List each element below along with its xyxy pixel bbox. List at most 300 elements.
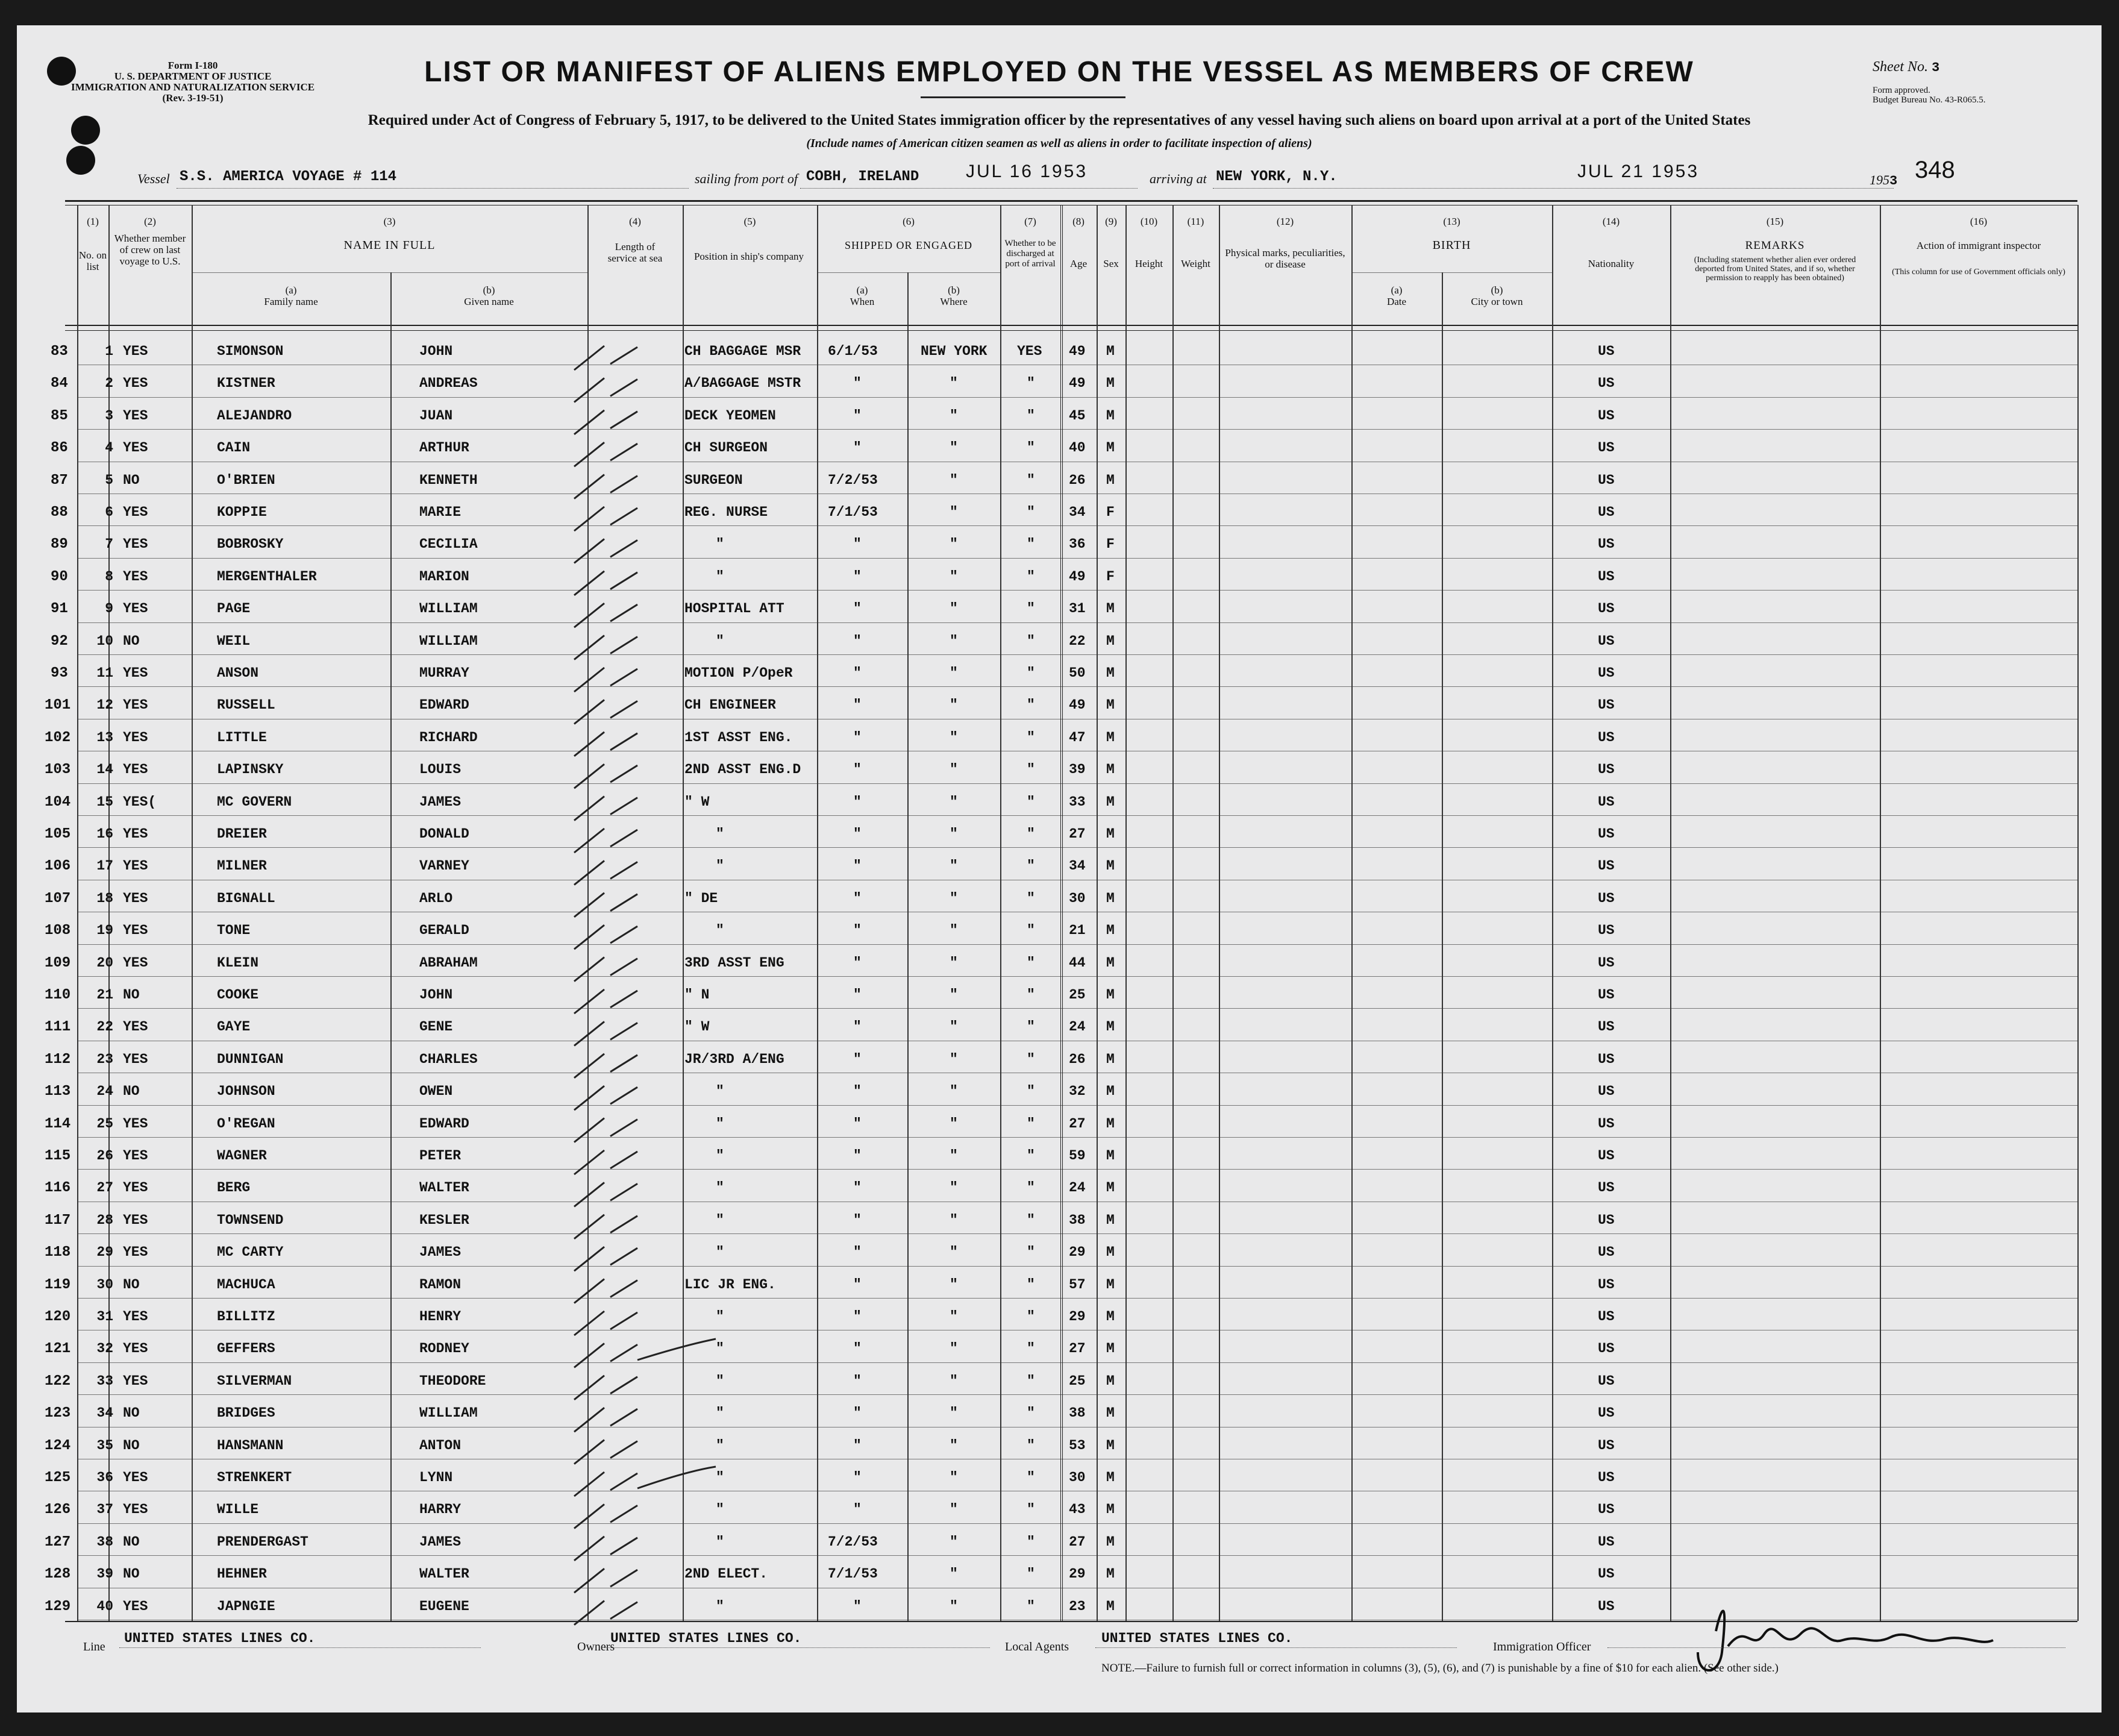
cell-given: JUAN — [419, 407, 453, 424]
slash-mark — [574, 1247, 637, 1271]
cell-family: MACHUCA — [217, 1276, 275, 1293]
cell-nat: US — [1598, 987, 1615, 1003]
cell-family: DUNNIGAN — [217, 1051, 284, 1067]
cell-no: 5 — [105, 472, 113, 488]
sub-b-label: (b) — [1491, 284, 1503, 296]
cell-given: ABRAHAM — [419, 954, 478, 971]
cell-position: " — [716, 1180, 724, 1196]
cell-age: 33 — [1069, 794, 1086, 810]
cell-no: 40 — [96, 1598, 113, 1614]
slash-mark — [574, 442, 637, 466]
cell-disch: " — [1027, 536, 1035, 553]
slash-mark — [574, 1408, 637, 1432]
cell-no: 23 — [96, 1051, 113, 1067]
slash-mark — [574, 1568, 637, 1593]
cell-prev: NO — [123, 633, 140, 649]
cell-where: " — [950, 1437, 958, 1453]
cell-position: " — [716, 1148, 724, 1164]
line-underline — [119, 1647, 481, 1648]
header-remarks-note: (Including statement whether alien ever ordered deported from United States, and if so, whether permission to reapply has been obtained) — [1694, 255, 1856, 283]
cell-sex: M — [1106, 1598, 1115, 1614]
cell-position: 1ST ASST ENG. — [684, 729, 793, 745]
cell-age: 27 — [1069, 1534, 1086, 1550]
cell-prev: YES — [123, 1019, 148, 1035]
cell-nat: US — [1598, 1534, 1615, 1550]
page-line-number: 111 — [45, 1019, 71, 1036]
cell-given: KENNETH — [419, 472, 478, 488]
cell-nat: US — [1598, 665, 1615, 681]
cell-disch: " — [1027, 890, 1035, 906]
cell-position: " — [716, 1502, 724, 1518]
slash-mark — [574, 1376, 637, 1400]
agents-label: Local Agents — [1005, 1640, 1069, 1653]
slash-mark — [574, 764, 637, 788]
header-remarks: REMARKS — [1745, 239, 1805, 252]
cell-nat: US — [1598, 1244, 1615, 1261]
page-line-number: 101 — [45, 697, 71, 714]
cell-when: " — [853, 1148, 862, 1164]
cell-family: ANSON — [217, 665, 259, 681]
slash-mark — [574, 860, 637, 885]
cell-position: " — [716, 633, 724, 649]
cell-where: " — [950, 890, 958, 906]
cell-given: MARIE — [419, 504, 462, 520]
slash-mark — [574, 1021, 637, 1045]
cell-sex: M — [1106, 1502, 1115, 1518]
cell-age: 38 — [1069, 1405, 1086, 1421]
cell-age: 30 — [1069, 890, 1086, 906]
cell-nat: US — [1598, 1309, 1615, 1324]
cell-position: " — [716, 1244, 724, 1261]
cell-nat: US — [1598, 1212, 1615, 1228]
page-line-number: 83 — [51, 343, 68, 360]
vessel-label: Vessel — [137, 171, 170, 186]
cell-when: 6/1/53 — [828, 343, 878, 359]
slash-mark — [574, 475, 637, 499]
slash-mark — [574, 893, 637, 917]
page-line-number: 109 — [45, 954, 71, 971]
cell-prev: YES — [123, 665, 148, 681]
cell-when: " — [853, 826, 862, 842]
cell-no: 28 — [96, 1212, 113, 1228]
cell-no: 22 — [96, 1019, 113, 1035]
colnum-1: (1) — [87, 216, 99, 227]
cell-nat: US — [1598, 633, 1615, 649]
slash-mark — [574, 1311, 637, 1335]
cell-prev: YES — [123, 890, 148, 906]
cell-nat: US — [1598, 858, 1615, 874]
cell-where: " — [950, 1276, 958, 1293]
cell-age: 29 — [1069, 1244, 1086, 1261]
cell-where: " — [950, 472, 958, 488]
cell-when: " — [853, 601, 862, 617]
cell-given: JAMES — [419, 1244, 462, 1261]
cell-family: RUSSELL — [217, 697, 275, 713]
cell-disch: " — [1027, 1534, 1035, 1550]
cell-family: SILVERMAN — [217, 1373, 292, 1389]
cell-disch: " — [1027, 1083, 1035, 1100]
page-line-number: 88 — [51, 504, 68, 521]
cell-position: " — [716, 1373, 724, 1389]
cell-disch: " — [1027, 1405, 1035, 1421]
header-height: Height — [1135, 258, 1163, 269]
page-line-number: 105 — [45, 826, 71, 842]
cell-disch: " — [1027, 923, 1035, 939]
cell-family: BIGNALL — [217, 890, 275, 906]
slash-mark — [574, 989, 637, 1014]
cell-disch: " — [1027, 1019, 1035, 1035]
cell-where: " — [950, 1341, 958, 1357]
form-rev: (Rev. 3-19-51) — [162, 92, 224, 104]
cell-nat: US — [1598, 407, 1615, 424]
cell-position: " DE — [684, 890, 718, 906]
cell-family: JOHNSON — [217, 1083, 275, 1100]
cell-sex: M — [1106, 1276, 1115, 1293]
document-subtitle: Required under Act of Congress of February 5, 1917, to be delivered to the United States immigration officer by the representatives of any vessel having such aliens on board upon arrival at a port of the United States — [368, 112, 1751, 128]
cell-prev: YES — [123, 858, 148, 874]
cell-family: MILNER — [217, 858, 267, 874]
cell-no: 32 — [96, 1341, 113, 1357]
cell-family: WAGNER — [217, 1148, 267, 1164]
owners-value: UNITED STATES LINES CO. — [610, 1631, 802, 1646]
sub-a-label: (a) — [285, 284, 297, 296]
cell-no: 39 — [96, 1566, 113, 1582]
cell-position: " — [716, 1534, 724, 1550]
cell-no: 19 — [96, 923, 113, 939]
colnum-2: (2) — [144, 216, 156, 227]
cell-nat: US — [1598, 536, 1615, 553]
page-line-number: 114 — [45, 1115, 71, 1132]
cell-no: 27 — [96, 1180, 113, 1196]
cell-prev: YES — [123, 440, 148, 456]
cell-where: " — [950, 1115, 958, 1132]
approved-text: Form approved. — [1873, 86, 1930, 95]
page-line-number: 87 — [51, 472, 68, 489]
cell-nat: US — [1598, 1180, 1615, 1196]
cell-no: 3 — [105, 407, 113, 424]
cell-position: " W — [684, 794, 710, 810]
cell-where: " — [950, 1598, 958, 1614]
cell-prev: YES — [123, 601, 148, 617]
cell-where: " — [950, 1051, 958, 1067]
cell-no: 10 — [96, 633, 113, 649]
cell-family: BILLITZ — [217, 1309, 275, 1324]
cell-prev: YES — [123, 729, 148, 745]
cell-where: " — [950, 987, 958, 1003]
birth-date-label: Date — [1386, 296, 1407, 307]
cell-no: 13 — [96, 729, 113, 745]
cell-prev: YES — [123, 1470, 148, 1485]
slash-mark — [574, 957, 637, 982]
cell-age: 22 — [1069, 633, 1086, 649]
cell-disch: " — [1027, 1212, 1035, 1228]
cell-age: 49 — [1069, 375, 1086, 392]
page-line-number: 126 — [45, 1502, 71, 1518]
cell-position: " — [716, 1083, 724, 1100]
cell-disch: " — [1027, 601, 1035, 617]
cell-when: " — [853, 1437, 862, 1453]
cell-when: 7/2/53 — [828, 1534, 878, 1550]
cell-disch: " — [1027, 1276, 1035, 1293]
cell-sex: M — [1106, 1019, 1115, 1035]
cell-prev: YES( — [123, 794, 157, 810]
cell-age: 26 — [1069, 1051, 1086, 1067]
cell-disch: " — [1027, 1148, 1035, 1164]
owners-label: Owners — [577, 1640, 615, 1653]
cell-given: MARION — [419, 568, 469, 584]
cell-when: " — [853, 1019, 862, 1035]
cell-prev: YES — [123, 1148, 148, 1164]
cell-no: 29 — [96, 1244, 113, 1261]
cell-when: " — [853, 762, 862, 778]
slash-mark — [574, 539, 637, 563]
cell-no: 21 — [96, 987, 113, 1003]
cell-disch: " — [1027, 826, 1035, 842]
cell-age: 27 — [1069, 826, 1086, 842]
cell-when: " — [853, 890, 862, 906]
cell-family: GAYE — [217, 1019, 251, 1035]
cell-given: MURRAY — [419, 665, 469, 681]
cell-given: EUGENE — [419, 1598, 469, 1614]
cell-position: HOSPITAL ATT — [684, 601, 784, 617]
cell-position: CH BAGGAGE MSR — [684, 343, 801, 359]
cell-where: " — [950, 601, 958, 617]
page-line-number: 92 — [51, 633, 68, 650]
cell-position: CH SURGEON — [684, 440, 768, 456]
cell-when: " — [853, 440, 862, 456]
cell-given: THEODORE — [419, 1373, 486, 1389]
cell-where: " — [950, 1470, 958, 1485]
cell-family: ALEJANDRO — [217, 407, 292, 424]
sub-b-label: (b) — [948, 284, 960, 296]
slash-mark — [574, 1118, 637, 1142]
cell-prev: YES — [123, 1051, 148, 1067]
colnum-8: (8) — [1072, 216, 1085, 227]
cell-when: " — [853, 954, 862, 971]
form-dept: U. S. DEPARTMENT OF JUSTICE — [114, 71, 272, 82]
cell-position: " — [716, 1341, 724, 1357]
cell-no: 8 — [105, 568, 113, 584]
form-id: Form I-180 — [167, 60, 218, 71]
cell-position: " — [716, 568, 724, 584]
given-name-label: Given name — [464, 296, 514, 307]
cell-family: TOWNSEND — [217, 1212, 284, 1228]
cell-age: 50 — [1069, 665, 1086, 681]
cell-given: WILLIAM — [419, 1405, 478, 1421]
cell-age: 26 — [1069, 472, 1086, 488]
cell-sex: M — [1106, 890, 1115, 906]
cell-disch: " — [1027, 440, 1035, 456]
cell-position: 3RD ASST ENG — [684, 954, 784, 971]
cell-prev: YES — [123, 1115, 148, 1132]
cell-where: " — [950, 1566, 958, 1582]
cell-prev: YES — [123, 1180, 148, 1196]
page-line-number: 125 — [45, 1470, 71, 1486]
slash-mark — [574, 507, 637, 531]
cell-where: " — [950, 858, 958, 874]
cell-no: 25 — [96, 1115, 113, 1132]
cell-when: " — [853, 536, 862, 553]
header-position: Position in ship's company — [693, 251, 804, 262]
cell-nat: US — [1598, 1405, 1615, 1421]
cell-nat: US — [1598, 1598, 1615, 1614]
cell-family: WEIL — [217, 633, 251, 649]
cell-disch: " — [1027, 697, 1035, 713]
cell-no: 2 — [105, 375, 113, 392]
cell-age: 53 — [1069, 1437, 1086, 1453]
cell-position: CH ENGINEER — [684, 697, 776, 713]
cell-sex: M — [1106, 762, 1115, 778]
handwritten-marks — [17, 25, 2102, 1712]
header-physical-marks: Physical marks, peculiarities, or disease — [1225, 247, 1345, 270]
cell-disch: " — [1027, 858, 1035, 874]
cell-disch: " — [1027, 1373, 1035, 1389]
service-slash-marks — [574, 346, 637, 1625]
cell-sex: M — [1106, 1051, 1115, 1067]
cell-where: " — [950, 568, 958, 584]
cell-when: 7/1/53 — [828, 1566, 878, 1582]
cell-disch: " — [1027, 1341, 1035, 1357]
header-nationality: Nationality — [1588, 258, 1635, 269]
birth-city-label: City or town — [1471, 296, 1523, 307]
cell-position: JR/3RD A/ENG — [684, 1051, 784, 1067]
slash-mark — [574, 1279, 637, 1303]
cell-position: " W — [684, 1019, 710, 1035]
cell-prev: NO — [123, 1534, 140, 1550]
manifest-sheet — [17, 25, 2102, 1712]
cell-where: " — [950, 633, 958, 649]
cell-when: " — [853, 1373, 862, 1389]
cell-nat: US — [1598, 1276, 1615, 1293]
cell-sex: M — [1106, 1437, 1115, 1453]
cell-position: LIC JR ENG. — [684, 1276, 776, 1293]
cell-sex: M — [1106, 1470, 1115, 1485]
cell-given: ARLO — [419, 890, 453, 906]
cell-no: 14 — [96, 762, 113, 778]
cell-where: " — [950, 1083, 958, 1100]
cell-age: 38 — [1069, 1212, 1086, 1228]
cell-given: RAMON — [419, 1276, 462, 1293]
cell-where: " — [950, 504, 958, 520]
cell-nat: US — [1598, 1019, 1615, 1035]
cell-where: " — [950, 1502, 958, 1518]
cell-where: " — [950, 1309, 958, 1324]
header-birth: BIRTH — [1432, 239, 1471, 252]
cell-given: WILLIAM — [419, 601, 478, 617]
cell-position: " — [716, 858, 724, 874]
cell-nat: US — [1598, 343, 1615, 359]
header-inspector-note: (This column for use of Government officials only) — [1892, 268, 2065, 277]
slash-mark — [574, 571, 637, 595]
cell-nat: US — [1598, 1115, 1615, 1132]
colnum-3: (3) — [383, 216, 396, 227]
sub-a-label: (a) — [856, 284, 868, 296]
cell-nat: US — [1598, 1148, 1615, 1164]
cell-family: WILLE — [217, 1502, 259, 1518]
page-line-number: 110 — [45, 987, 71, 1003]
cell-age: 49 — [1069, 568, 1086, 584]
page-line-number: 119 — [45, 1276, 71, 1293]
cell-sex: M — [1106, 375, 1115, 392]
cell-family: TONE — [217, 923, 251, 939]
cell-when: " — [853, 375, 862, 392]
cell-position: " — [716, 1470, 724, 1485]
cell-prev: NO — [123, 1276, 140, 1293]
cell-age: 30 — [1069, 1470, 1086, 1485]
page-line-number: 113 — [45, 1083, 71, 1100]
cell-prev: YES — [123, 1341, 148, 1357]
cell-no: 36 — [96, 1470, 113, 1485]
cell-sex: M — [1106, 987, 1115, 1003]
cell-age: 31 — [1069, 601, 1086, 617]
cell-where: " — [950, 1212, 958, 1228]
cell-when: " — [853, 1309, 862, 1324]
cell-given: EDWARD — [419, 1115, 469, 1132]
cell-prev: YES — [123, 536, 148, 553]
cell-given: RICHARD — [419, 729, 478, 745]
cell-disch: " — [1027, 1437, 1035, 1453]
cell-no: 26 — [96, 1148, 113, 1164]
cell-no: 7 — [105, 536, 113, 553]
page-line-number: 90 — [51, 568, 68, 585]
page-line-number: 85 — [51, 407, 68, 424]
cell-sex: M — [1106, 1115, 1115, 1132]
cell-sex: F — [1106, 568, 1115, 584]
cell-family: O'REGAN — [217, 1115, 275, 1132]
page-line-number: 117 — [45, 1212, 71, 1229]
cell-position: " — [716, 536, 724, 553]
colnum-16: (16) — [1970, 216, 1988, 227]
cell-prev: YES — [123, 762, 148, 778]
page-line-number: 129 — [45, 1598, 71, 1615]
page-line-number: 86 — [51, 440, 68, 457]
colnum-6: (6) — [903, 216, 915, 227]
cell-given: WALTER — [419, 1566, 469, 1582]
cell-age: 43 — [1069, 1502, 1086, 1518]
colnum-12: (12) — [1276, 216, 1294, 227]
sub-b-label: (b) — [483, 284, 495, 296]
cell-where: " — [950, 440, 958, 456]
cell-age: 57 — [1069, 1276, 1086, 1293]
cell-nat: US — [1598, 890, 1615, 906]
cell-age: 21 — [1069, 923, 1086, 939]
cell-nat: US — [1598, 1083, 1615, 1100]
cell-nat: US — [1598, 1502, 1615, 1518]
cell-nat: US — [1598, 1373, 1615, 1389]
cell-disch: YES — [1017, 343, 1042, 359]
cell-no: 12 — [96, 697, 113, 713]
cell-position: " — [716, 1115, 724, 1132]
cell-sex: M — [1106, 1180, 1115, 1196]
cell-family: KISTNER — [217, 375, 275, 392]
departure-date-stamp: JUL 16 1953 — [966, 161, 1088, 181]
cell-age: 49 — [1069, 697, 1086, 713]
cell-given: JOHN — [419, 987, 453, 1003]
cell-where: " — [950, 762, 958, 778]
cell-sex: M — [1106, 472, 1115, 488]
cell-no: 37 — [96, 1502, 113, 1518]
cell-disch: " — [1027, 1309, 1035, 1324]
cell-age: 44 — [1069, 954, 1086, 971]
page-line-number: 107 — [45, 890, 71, 907]
cell-prev: NO — [123, 1083, 140, 1100]
cell-when: " — [853, 1244, 862, 1261]
cell-family: MC CARTY — [217, 1244, 284, 1261]
cell-family: MC GOVERN — [217, 794, 292, 810]
cell-where: " — [950, 536, 958, 553]
cell-no: 15 — [96, 794, 113, 810]
cell-given: WALTER — [419, 1180, 469, 1196]
